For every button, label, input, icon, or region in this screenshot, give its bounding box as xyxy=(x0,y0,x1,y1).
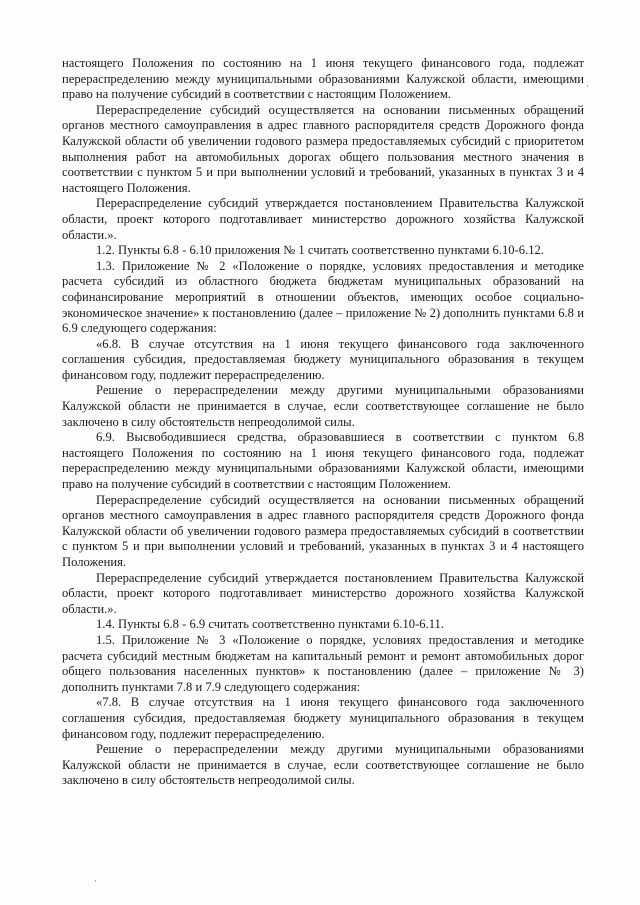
paragraph-redistribution-basis-1: Перераспределение субсидий осуществляется на основании письменных обращений органов местного самоуправления в адрес главного распорядителя средств Дорожного фонда Калужской области об увеличении годового размера предоставляемых субсидий с приоритетом выполнения работ на автомобильных дорогах общего пользования местного значения в соответствии с пунктом 5 и при выполнении условий и требований, указанных в пунктах 3 и 4 настоящего Положения. xyxy=(62,102,584,195)
paragraph-redistribution-basis-2: Перераспределение субсидий осуществляется на основании письменных обращений органов местного самоуправления в адрес главного распорядителя средств Дорожного фонда Калужской области об увеличении годового размера предоставляемых субсидий в соответствии с пунктом 5 и при выполнении условий и требований, указанных в пунктах 3 и 4 настоящего Положения. xyxy=(62,492,584,569)
scan-speck: · xyxy=(94,877,97,887)
paragraph-item-1-2: 1.2. Пункты 6.8 - 6.10 приложения № 1 считать соответственно пунктами 6.10-6.12. xyxy=(96,243,544,258)
paragraph-item-1-5: 1.5. Приложение № 3 «Положение о порядке, условиях предоставления и методике расчета субсидий местным бюджетам на капитальный ремонт и ремонт автомобильных дорог общего пользования населенных пунктов» к постановлению (далее – приложение № 3) дополнить пунктами 7.8 и 7.9 следующего содержания: xyxy=(62,632,584,694)
paragraph-redistribution-approval-1: Перераспределение субсидий утверждается постановлением Правительства Калужской области, проект которого подготавливает министерство дорожного хозяйства Калужской области.». xyxy=(62,196,584,242)
paragraph-redistribution-approval-2: Перераспределение субсидий утверждается постановлением Правительства Калужской области, проект которого подготавливает министерство дорожного хозяйства Калужской области.». xyxy=(62,570,584,616)
document-body xyxy=(62,56,584,789)
paragraph-force-majeure-1: Решение о перераспределении между другими муниципальными образованиями Калужской области не принимается в случае, если соответствующее соглашение не было заключено в силу обстоятельств непреодолимой силы. xyxy=(62,383,584,429)
paragraph-item-1-3: 1.3. Приложение № 2 «Положение о порядке, условиях предоставления и методике расчета субсидий из областного бюджета бюджетам муниципальных образований на софинансирование мероприятий в отношении объектов, имеющих особое социально-экономическое значение» к постановлению (далее – приложение № 2) дополнить пунктами 6.8 и 6.9 следующего содержания: xyxy=(62,258,584,336)
paragraph-clause-7-8: «7.8. В случае отсутствия на 1 июня текущего финансового года заключенного соглашения субсидия, предоставляемая бюджету муниципального образования в текущем финансовом году, подлежит перераспределению. xyxy=(62,695,584,741)
scan-speck: · xyxy=(586,82,589,92)
paragraph-item-1-4: 1.4. Пункты 6.8 - 6.9 считать соответственно пунктами 6.10-6.11. xyxy=(96,617,444,632)
paragraph-clause-6-9: 6.9. Высвободившиеся средства, образовавшиеся в соответствии с пунктом 6.8 настоящего Положения по состоянию на 1 июня текущего финансового года, подлежат перераспределению между муниципальными образованиями Калужской области, имеющими право на получение субсидий в соответствии с настоящим Положением. xyxy=(62,430,584,492)
paragraph-continuation: настоящего Положения по состоянию на 1 июня текущего финансового года, подлежат перераспределению между муниципальными образованиями Калужской области, имеющими право на получение субсидий в соответствии с настоящим Положением. xyxy=(62,56,584,102)
paragraph-clause-6-8: «6.8. В случае отсутствия на 1 июня текущего финансового года заключенного соглашения субсидия, предоставляемая бюджету муниципального образования в текущем финансовом году, подлежит перераспределению. xyxy=(62,336,584,382)
paragraph-force-majeure-2: Решение о перераспределении между другими муниципальными образованиями Калужской области не принимается в случае, если соответствующее соглашение не было заключено в силу обстоятельств непреодолимой силы. xyxy=(62,742,584,788)
